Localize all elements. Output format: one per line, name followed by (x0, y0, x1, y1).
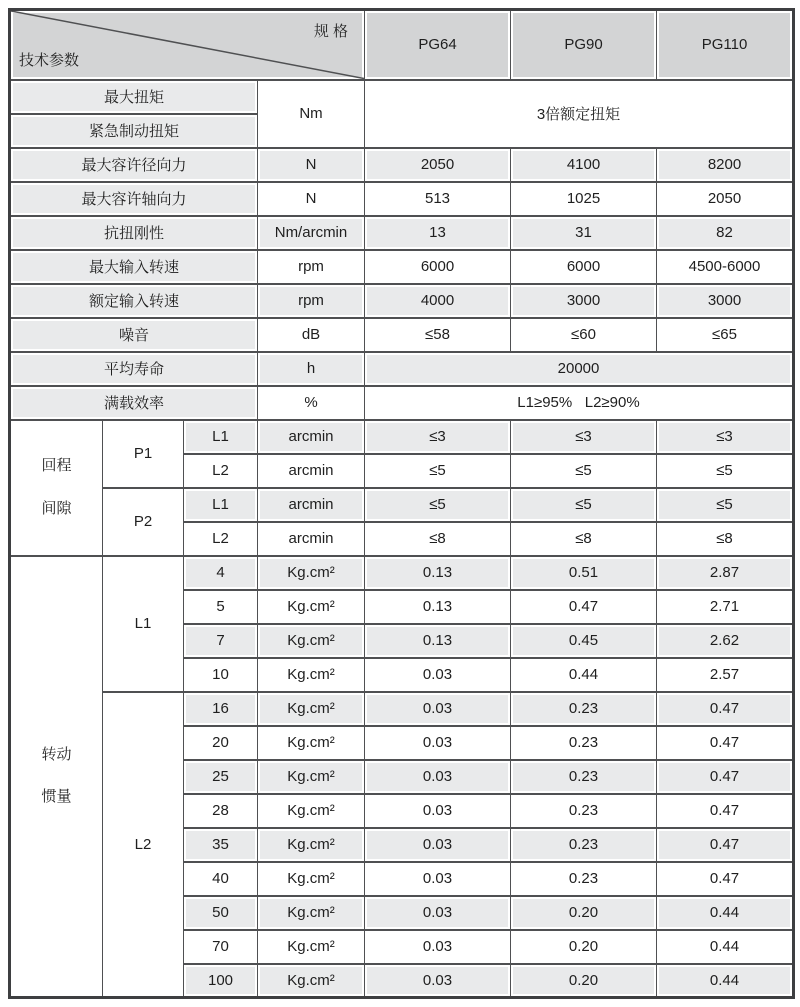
unit-cell: arcmin (258, 522, 365, 556)
value-cell: 0.45 (511, 624, 657, 658)
param-label: 额定输入转速 (10, 284, 258, 318)
value-cell: 0.23 (511, 862, 657, 896)
value-cell: ≤5 (657, 488, 794, 522)
spec-row (10, 182, 794, 216)
value-cell: 0.47 (657, 828, 794, 862)
value-cell: 0.47 (657, 692, 794, 726)
unit-cell: Kg.cm² (258, 590, 365, 624)
value-cell: 0.23 (511, 828, 657, 862)
value-cell: 0.47 (657, 794, 794, 828)
value-cell: 0.20 (511, 896, 657, 930)
value-cell: 0.47 (657, 760, 794, 794)
unit-cell: Kg.cm² (258, 624, 365, 658)
param-label: 噪音 (10, 318, 258, 352)
value-cell: 0.03 (365, 658, 511, 692)
value-cell: 0.51 (511, 556, 657, 590)
value-cell: 2.62 (657, 624, 794, 658)
value-cell: 0.13 (365, 556, 511, 590)
unit-cell: N (258, 148, 365, 182)
value-cell: 0.23 (511, 726, 657, 760)
gear-ratio-cell: 28 (184, 794, 258, 828)
gear-ratio-cell: 10 (184, 658, 258, 692)
inertia-row (10, 556, 794, 590)
value-cell: 2.71 (657, 590, 794, 624)
value-cell: 4100 (511, 148, 657, 182)
unit-cell: Kg.cm² (258, 658, 365, 692)
unit-cell: Kg.cm² (258, 930, 365, 964)
spec-row (10, 284, 794, 318)
value-cell: 82 (657, 216, 794, 250)
ratio-level-cell: L1 (103, 556, 184, 692)
ratio-level-cell: L2 (184, 522, 258, 556)
unit-cell: arcmin (258, 454, 365, 488)
spec-row (10, 352, 794, 386)
value-cell: 0.03 (365, 760, 511, 794)
unit-cell: Kg.cm² (258, 828, 365, 862)
unit-cell: Kg.cm² (258, 794, 365, 828)
gear-ratio-cell: 70 (184, 930, 258, 964)
inertia-row (10, 692, 794, 726)
gear-ratio-cell: 5 (184, 590, 258, 624)
value-cell: 0.23 (511, 760, 657, 794)
unit-cell: Kg.cm² (258, 556, 365, 590)
corner-params-label: 技术参数 (19, 51, 80, 69)
value-cell: 0.47 (657, 726, 794, 760)
spec-row (10, 386, 794, 420)
value-cell: 0.47 (657, 862, 794, 896)
unit-cell: Kg.cm² (258, 760, 365, 794)
table-corner-cell (10, 10, 365, 80)
value-cell: 0.20 (511, 930, 657, 964)
unit-cell: arcmin (258, 488, 365, 522)
corner-spec-label: 规 格 (313, 23, 348, 40)
spec-row (10, 148, 794, 182)
param-label: 紧急制动扭矩 (10, 114, 258, 148)
value-cell: ≤8 (657, 522, 794, 556)
value-cell: 8200 (657, 148, 794, 182)
unit-cell: Kg.cm² (258, 896, 365, 930)
value-cell: 0.03 (365, 726, 511, 760)
spec-row (10, 318, 794, 352)
value-cell: 0.13 (365, 590, 511, 624)
unit-cell: Kg.cm² (258, 692, 365, 726)
gear-ratio-cell: 100 (184, 964, 258, 998)
value-cell: 0.44 (657, 930, 794, 964)
value-cell: 13 (365, 216, 511, 250)
value-cell: ≤5 (365, 454, 511, 488)
gear-ratio-cell: 16 (184, 692, 258, 726)
param-label: 满载效率 (10, 386, 258, 420)
unit-cell: rpm (258, 284, 365, 318)
value-cell-merged: 20000 (365, 352, 794, 386)
value-cell: 0.03 (365, 692, 511, 726)
unit-cell: Nm/arcmin (258, 216, 365, 250)
unit-cell: Kg.cm² (258, 964, 365, 998)
precision-grade-cell: P1 (103, 420, 184, 488)
param-label: 平均寿命 (10, 352, 258, 386)
value-cell-merged: 3倍额定扭矩 (365, 80, 794, 148)
unit-cell: h (258, 352, 365, 386)
value-cell-merged: L1≥95% L2≥90% (365, 386, 794, 420)
ratio-level-cell: L1 (184, 488, 258, 522)
param-label: 最大扭矩 (10, 80, 258, 114)
value-cell: 0.44 (657, 896, 794, 930)
value-cell: ≤5 (511, 488, 657, 522)
value-cell: 0.47 (511, 590, 657, 624)
unit-cell: N (258, 182, 365, 216)
unit-cell: Nm (258, 80, 365, 148)
param-label: 抗扭刚性 (10, 216, 258, 250)
param-label: 最大输入转速 (10, 250, 258, 284)
value-cell: 0.20 (511, 964, 657, 998)
spec-table (8, 8, 795, 999)
value-cell: 4500-6000 (657, 250, 794, 284)
spec-row (10, 80, 794, 114)
spec-row (10, 250, 794, 284)
backlash-row (10, 488, 794, 522)
value-cell: ≤8 (511, 522, 657, 556)
unit-cell: % (258, 386, 365, 420)
ratio-level-cell: L1 (184, 420, 258, 454)
value-cell: 3000 (511, 284, 657, 318)
header-row (10, 10, 794, 80)
gear-ratio-cell: 20 (184, 726, 258, 760)
param-label: 最大容许轴向力 (10, 182, 258, 216)
gear-ratio-cell: 7 (184, 624, 258, 658)
value-cell: ≤60 (511, 318, 657, 352)
unit-cell: Kg.cm² (258, 862, 365, 896)
unit-cell: rpm (258, 250, 365, 284)
value-cell: 0.44 (657, 964, 794, 998)
value-cell: 0.23 (511, 692, 657, 726)
value-cell: ≤3 (511, 420, 657, 454)
value-cell: ≤58 (365, 318, 511, 352)
value-cell: ≤5 (511, 454, 657, 488)
precision-grade-cell: P2 (103, 488, 184, 556)
value-cell: 2.57 (657, 658, 794, 692)
backlash-group-label: 回程 间隙 (10, 420, 103, 556)
value-cell: 6000 (365, 250, 511, 284)
gear-ratio-cell: 4 (184, 556, 258, 590)
gear-ratio-cell: 25 (184, 760, 258, 794)
gear-ratio-cell: 40 (184, 862, 258, 896)
value-cell: ≤5 (657, 454, 794, 488)
value-cell: ≤3 (365, 420, 511, 454)
unit-cell: Kg.cm² (258, 726, 365, 760)
value-cell: 1025 (511, 182, 657, 216)
inertia-group-label: 转动 惯量 (10, 556, 103, 998)
value-cell: 2050 (365, 148, 511, 182)
ratio-level-cell: L2 (184, 454, 258, 488)
gear-ratio-cell: 50 (184, 896, 258, 930)
value-cell: 0.03 (365, 862, 511, 896)
value-cell: 0.23 (511, 794, 657, 828)
value-cell: 6000 (511, 250, 657, 284)
value-cell: 0.03 (365, 930, 511, 964)
value-cell: 31 (511, 216, 657, 250)
value-cell: 0.03 (365, 896, 511, 930)
value-cell: 0.13 (365, 624, 511, 658)
value-cell: 513 (365, 182, 511, 216)
value-cell: ≤3 (657, 420, 794, 454)
column-header-pg64: PG64 (365, 10, 511, 80)
value-cell: 0.03 (365, 794, 511, 828)
unit-cell: dB (258, 318, 365, 352)
value-cell: 0.03 (365, 964, 511, 998)
gear-ratio-cell: 35 (184, 828, 258, 862)
ratio-level-cell: L2 (103, 692, 184, 998)
column-header-pg110: PG110 (657, 10, 794, 80)
value-cell: 2.87 (657, 556, 794, 590)
value-cell: 0.03 (365, 828, 511, 862)
unit-cell: arcmin (258, 420, 365, 454)
value-cell: ≤5 (365, 488, 511, 522)
value-cell: 0.44 (511, 658, 657, 692)
spec-row (10, 216, 794, 250)
value-cell: ≤65 (657, 318, 794, 352)
backlash-row (10, 420, 794, 454)
column-header-pg90: PG90 (511, 10, 657, 80)
value-cell: 4000 (365, 284, 511, 318)
param-label: 最大容许径向力 (10, 148, 258, 182)
value-cell: 2050 (657, 182, 794, 216)
value-cell: ≤8 (365, 522, 511, 556)
value-cell: 3000 (657, 284, 794, 318)
